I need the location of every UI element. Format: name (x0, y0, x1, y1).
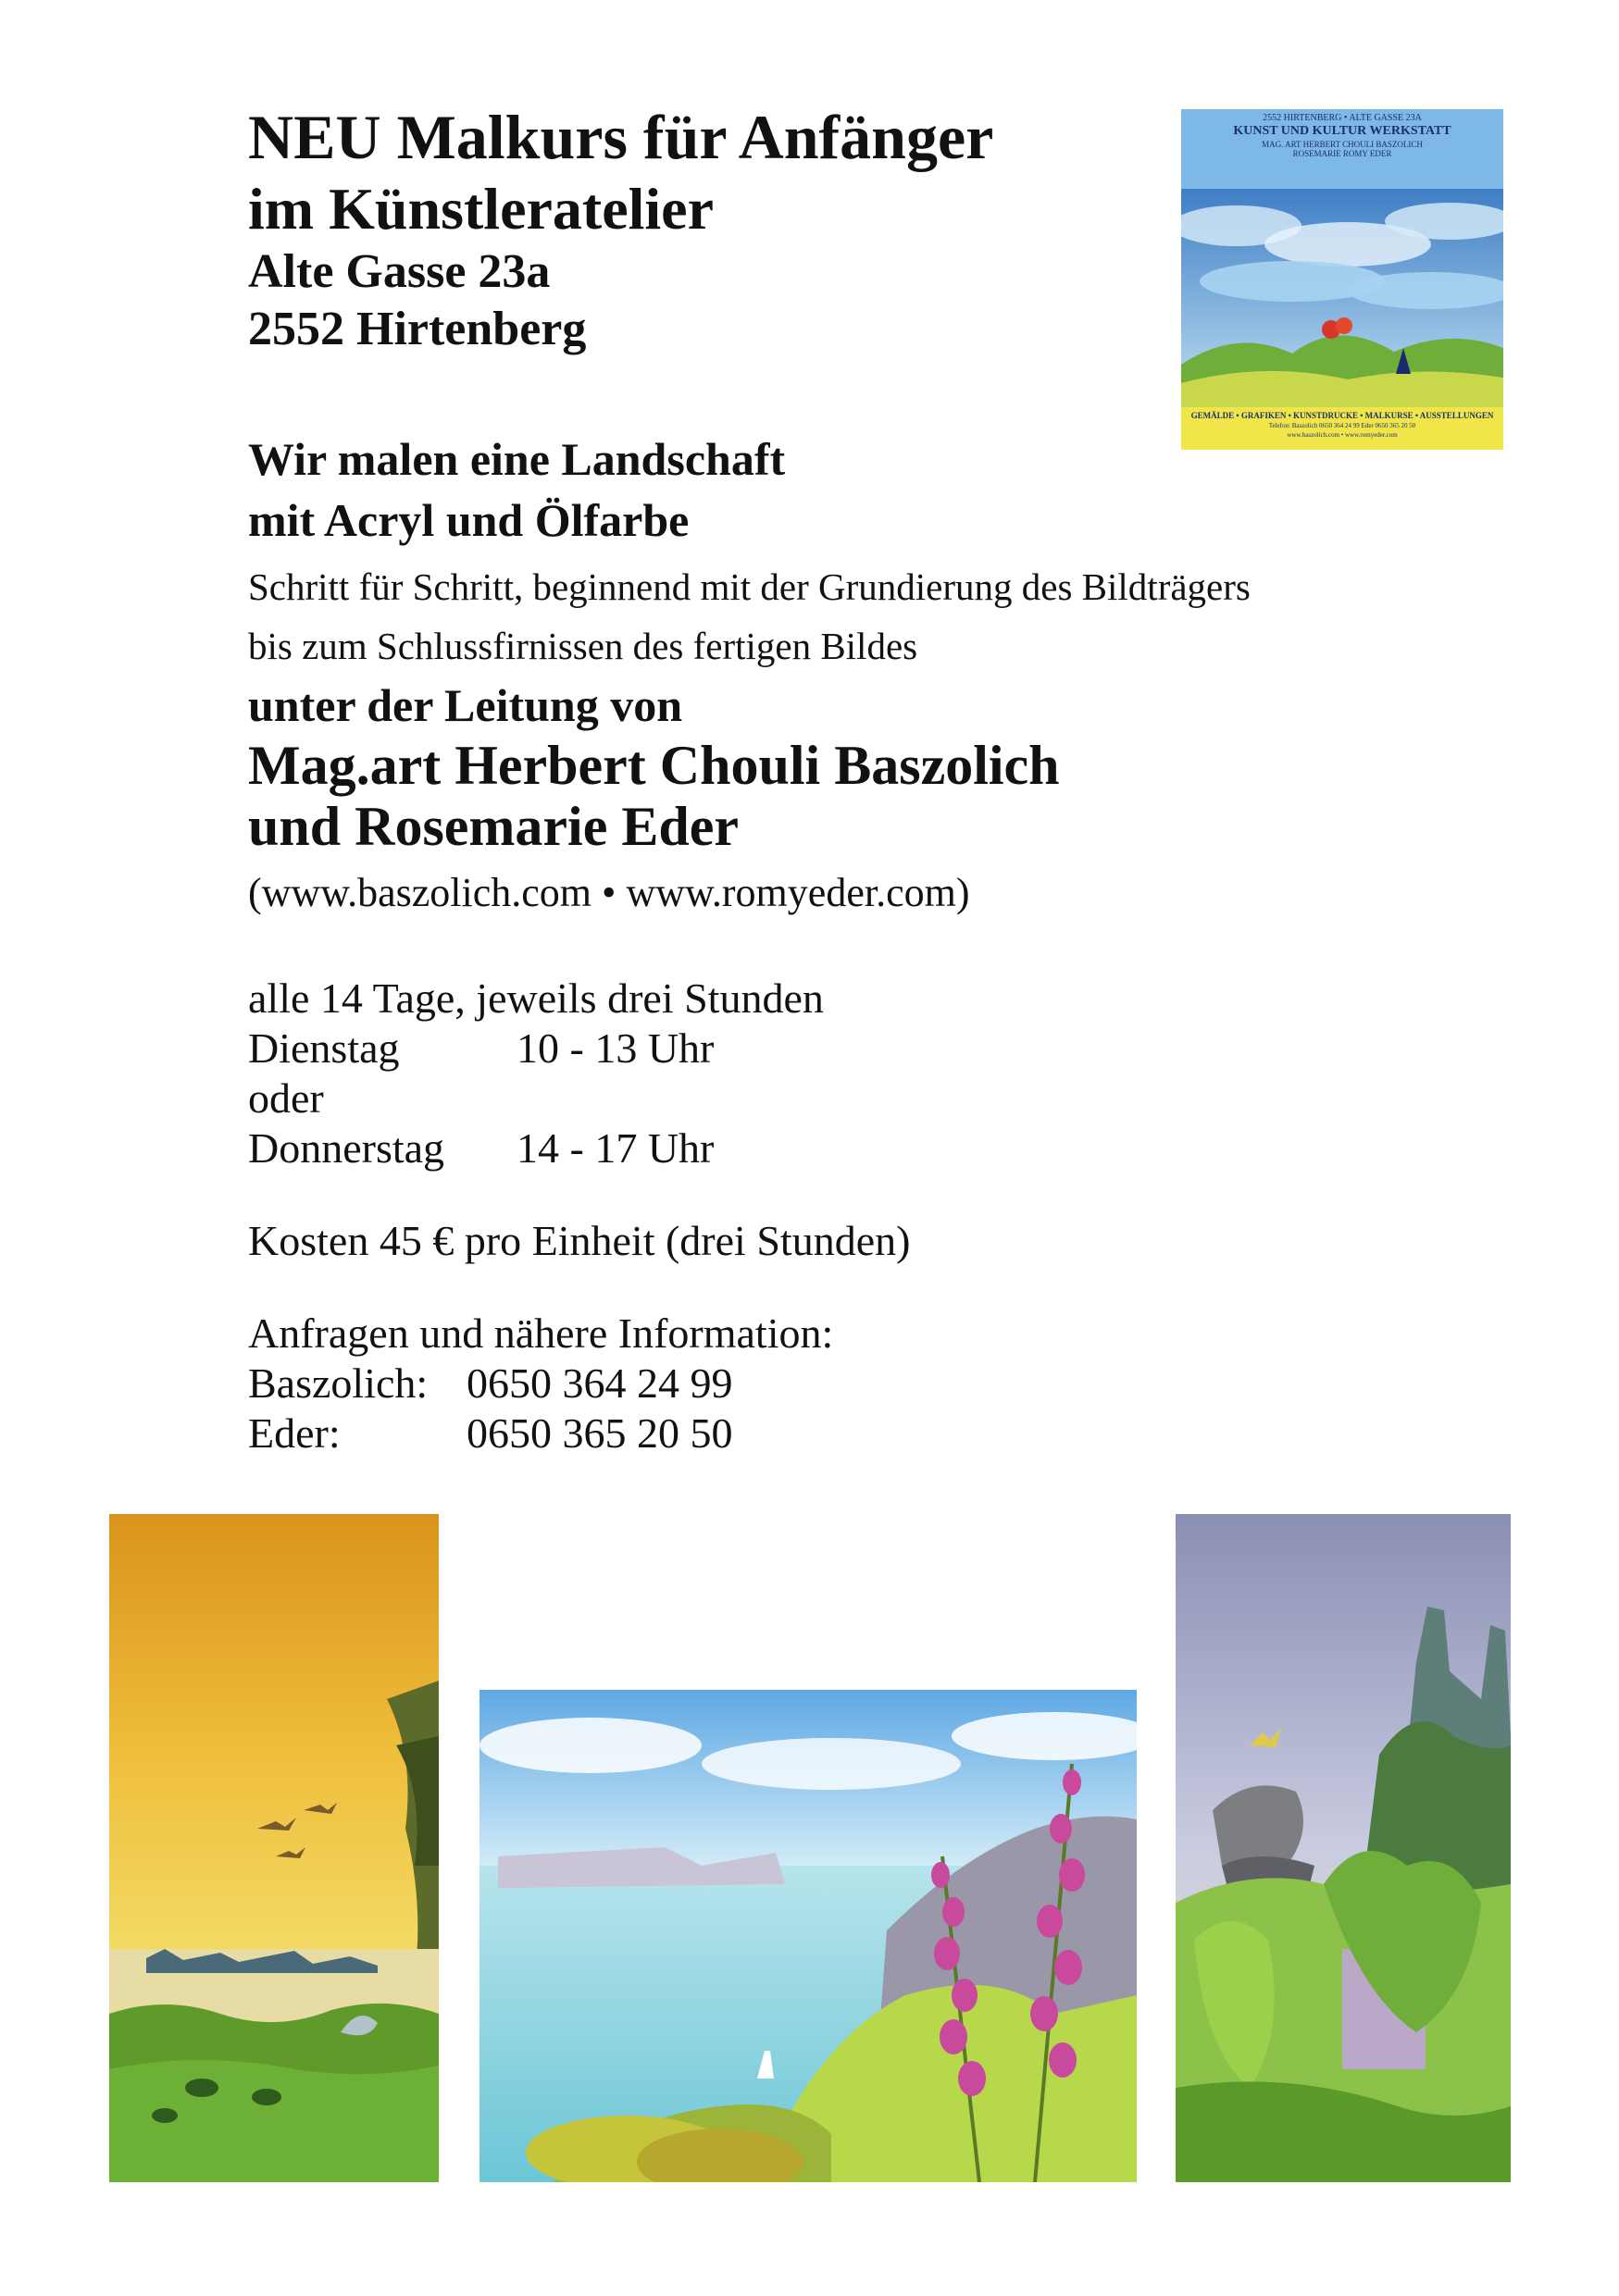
painting-castle-forest (1176, 1514, 1511, 2182)
contact-name-2: Eder: (248, 1409, 341, 1457)
address-street: Alte Gasse 23a (248, 245, 551, 298)
schedule-or: oder (248, 1074, 324, 1122)
poster-header (1181, 109, 1503, 189)
teacher-line-2: und Rosemarie Eder (248, 796, 739, 857)
painting-golden-landscape (109, 1514, 439, 2182)
schedule-day-2: Donnerstag (248, 1124, 445, 1172)
contact-phone-2: 0650 365 20 50 (467, 1409, 733, 1457)
address-city: 2552 Hirtenberg (248, 303, 587, 355)
poster-landscape-art (1181, 189, 1503, 407)
contact-phone-1: 0650 364 24 99 (467, 1359, 733, 1407)
workshop-poster-image (1181, 109, 1503, 450)
schedule-frequency: alle 14 Tage, jeweils drei Stunden (248, 974, 824, 1022)
poster-address: 2552 HIRTENBERG • ALTE GASSE 23A (1263, 113, 1422, 123)
teacher-line-1: Mag.art Herbert Chouli Baszolich (248, 735, 1060, 796)
course-title-1: Wir malen eine Landschaft (248, 433, 786, 485)
contact-row-baszolich (248, 1359, 733, 1409)
course-description-2: bis zum Schlussfirnissen des fertigen Bildes (248, 625, 918, 667)
painting-coast-foxgloves (479, 1690, 1137, 2182)
poster-artist-2: ROSEMARIE ROMY EDER (1292, 149, 1392, 158)
schedule-day-1: Dienstag (248, 1024, 400, 1072)
title-line-2: im Künstleratelier (248, 176, 714, 242)
schedule-row-thursday (248, 1123, 715, 1173)
poster-phones: Telefon: Baszolich 0650 364 24 99 Eder 0650 365 20 50 (1268, 422, 1416, 429)
poster-title: KUNST UND KULTUR WERKSTATT (1233, 124, 1451, 138)
schedule-time-1: 10 - 13 Uhr (517, 1024, 715, 1072)
poster-websites: www.baszolich.com • www.romyeder.com (1287, 431, 1398, 439)
title-line-1: NEU Malkurs für Anfänger (248, 102, 994, 172)
contact-heading: Anfragen und nähere Information: (248, 1309, 834, 1357)
schedule-row-tuesday (248, 1024, 715, 1074)
poster-offerings: GEMÄLDE • GRAFIKEN • KUNSTDRUCKE • MALKURSE • AUSSTELLUNGEN (1190, 411, 1494, 420)
poster-artist-1: MAG. ART HERBERT CHOULI BASZOLICH (1262, 140, 1423, 149)
course-title-2: mit Acryl und Ölfarbe (248, 494, 690, 546)
cost-line: Kosten 45 € pro Einheit (drei Stunden) (248, 1217, 911, 1264)
poster-footer (1181, 407, 1503, 450)
lead-text: unter der Leitung von (248, 679, 683, 731)
contact-name-1: Baszolich: (248, 1359, 429, 1407)
course-description-1: Schritt für Schritt, beginnend mit der Grundierung des Bildträgers (248, 565, 1251, 608)
schedule-time-2: 14 - 17 Uhr (517, 1124, 715, 1172)
websites-line: (www.baszolich.com • www.romyeder.com) (248, 870, 970, 915)
contact-row-eder (248, 1409, 733, 1458)
